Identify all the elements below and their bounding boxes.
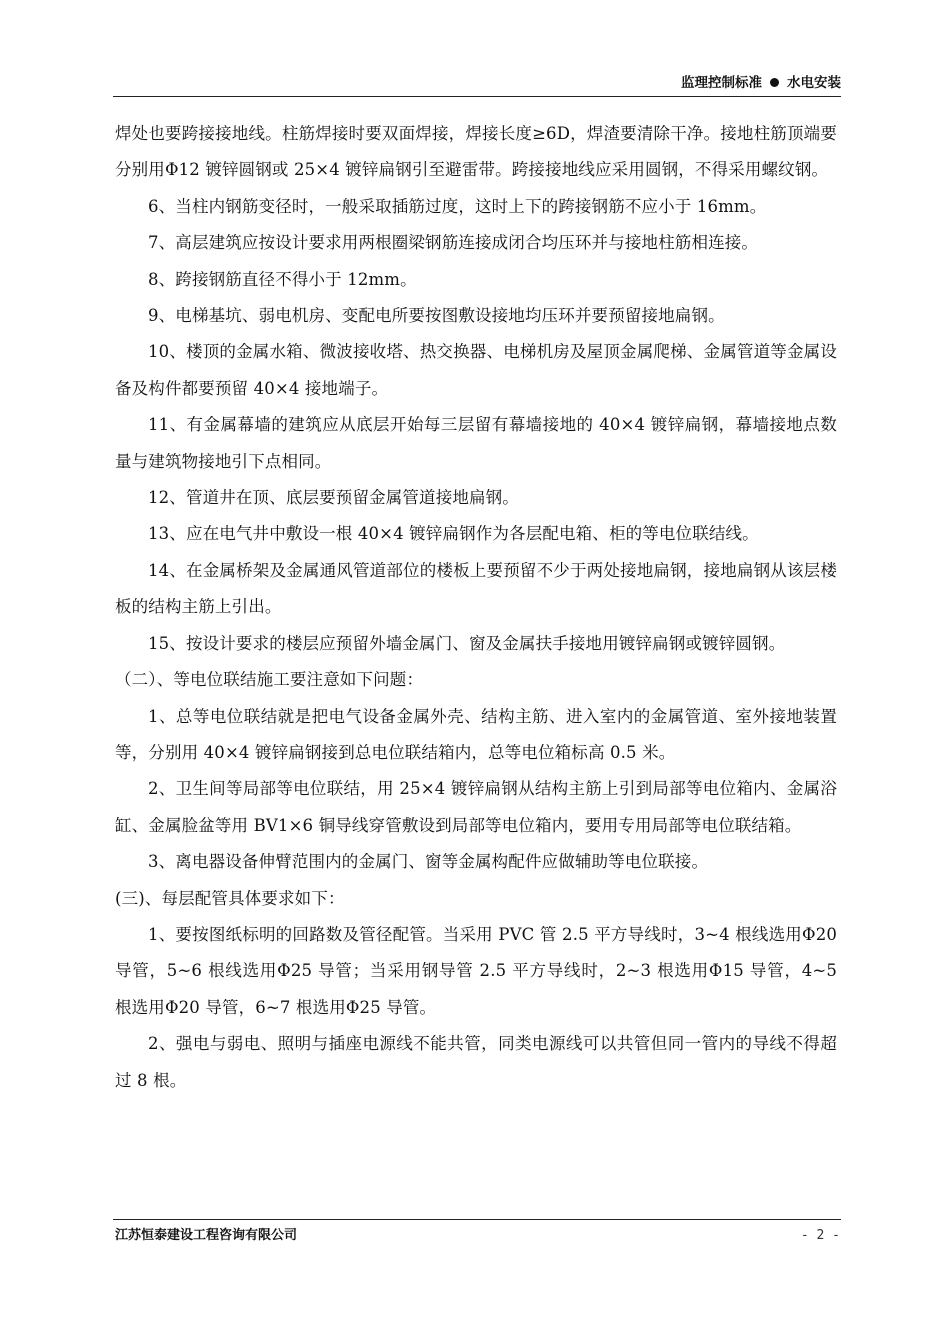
paragraph: 8、跨接钢筋直径不得小于 12mm。 — [148, 269, 417, 289]
page-header — [113, 72, 841, 94]
paragraph: 焊处也要跨接接地线。柱筋焊接时要双面焊接，焊接长度≥6D，焊渣要清除干净。接地柱筋顶端要分别用Φ12 镀锌圆钢或 25×4 镀锌扁钢引至避雷带。跨接接地线应采用圆钢，不得采用螺纹钢。 — [115, 124, 837, 180]
document-body — [115, 116, 837, 1099]
footer-company: 江苏恒泰建设工程咨询有限公司 — [115, 1228, 298, 1243]
header-section: 水电安装 — [787, 75, 841, 91]
paragraph: 7、高层建筑应按设计要求用两根圈梁钢筋连接成闭合均压环并与接地柱筋相连接。 — [148, 233, 759, 253]
header-title: 监理控制标准 — [681, 75, 762, 91]
paragraph: 13、应在电气井中敷设一根 40×4 镀锌扁钢作为各层配电箱、柜的等电位联结线。 — [148, 524, 759, 544]
paragraph: 2、强电与弱电、照明与插座电源线不能共管，同类电源线可以共管但同一管内的导线不得超过 8 根。 — [115, 1034, 837, 1090]
section-heading: （二）、等电位联结施工要注意如下问题： — [115, 670, 424, 690]
paragraph: 3、离电器设备伸臂范围内的金属门、窗等金属构配件应做辅助等电位联接。 — [148, 852, 709, 872]
header-rule — [113, 96, 841, 97]
section-heading: (三)、每层配管具体要求如下： — [115, 888, 345, 908]
bullet-icon — [770, 78, 779, 87]
paragraph: 2、卫生间等局部等电位联结，用 25×4 镀锌扁钢从结构主筋上引到局部等电位箱内、金属浴缸、金属脸盆等用 BV1×6 铜导线穿管敷设到局部等电位箱内，要用专用局部等电位联结箱。 — [115, 779, 837, 835]
paragraph: 6、当柱内钢筋变径时，一般采取插筋过度，这时上下的跨接钢筋不应小于 16mm。 — [148, 196, 767, 216]
paragraph: 1、要按图纸标明的回路数及管径配管。当采用 PVC 管 2.5 平方导线时，3~4 根线选用Φ20 导管，5~6 根线选用Φ25 导管；当采用钢导管 2.5 平方导线时，2~3 根选用Φ15 导管，4~5 根选用Φ20 导管，6~7 根选用Φ25 导管。 — [115, 924, 837, 1017]
paragraph: 14、在金属桥架及金属通风管道部位的楼板上要预留不少于两处接地扁钢，接地扁钢从该层楼板的结构主筋上引出。 — [115, 560, 837, 617]
page-number: - 2 - — [800, 1228, 840, 1243]
paragraph: 11、有金属幕墙的建筑应从底层开始每三层留有幕墙接地的 40×4 镀锌扁钢，幕墙接地点数量与建筑物接地引下点相同。 — [115, 415, 837, 471]
paragraph: 9、电梯基坑、弱电机房、变配电所要按图敷设接地均压环并要预留接地扁钢。 — [148, 306, 725, 326]
paragraph: 10、楼顶的金属水箱、微波接收塔、热交换器、电梯机房及屋顶金属爬梯、金属管道等金属设备及构件都要预留 40×4 接地端子。 — [115, 342, 837, 398]
footer-rule — [113, 1219, 841, 1220]
paragraph: 12、管道井在顶、底层要预留金属管道接地扁钢。 — [148, 488, 519, 508]
paragraph: 15、按设计要求的楼层应预留外墙金属门、窗及金属扶手接地用镀锌扁钢或镀锌圆钢。 — [148, 633, 786, 653]
paragraph: 1、总等电位联结就是把电气设备金属外壳、结构主筋、进入室内的金属管道、室外接地装置等，分别用 40×4 镀锌扁钢接到总电位联结箱内，总等电位箱标高 0.5 米。 — [115, 706, 837, 762]
